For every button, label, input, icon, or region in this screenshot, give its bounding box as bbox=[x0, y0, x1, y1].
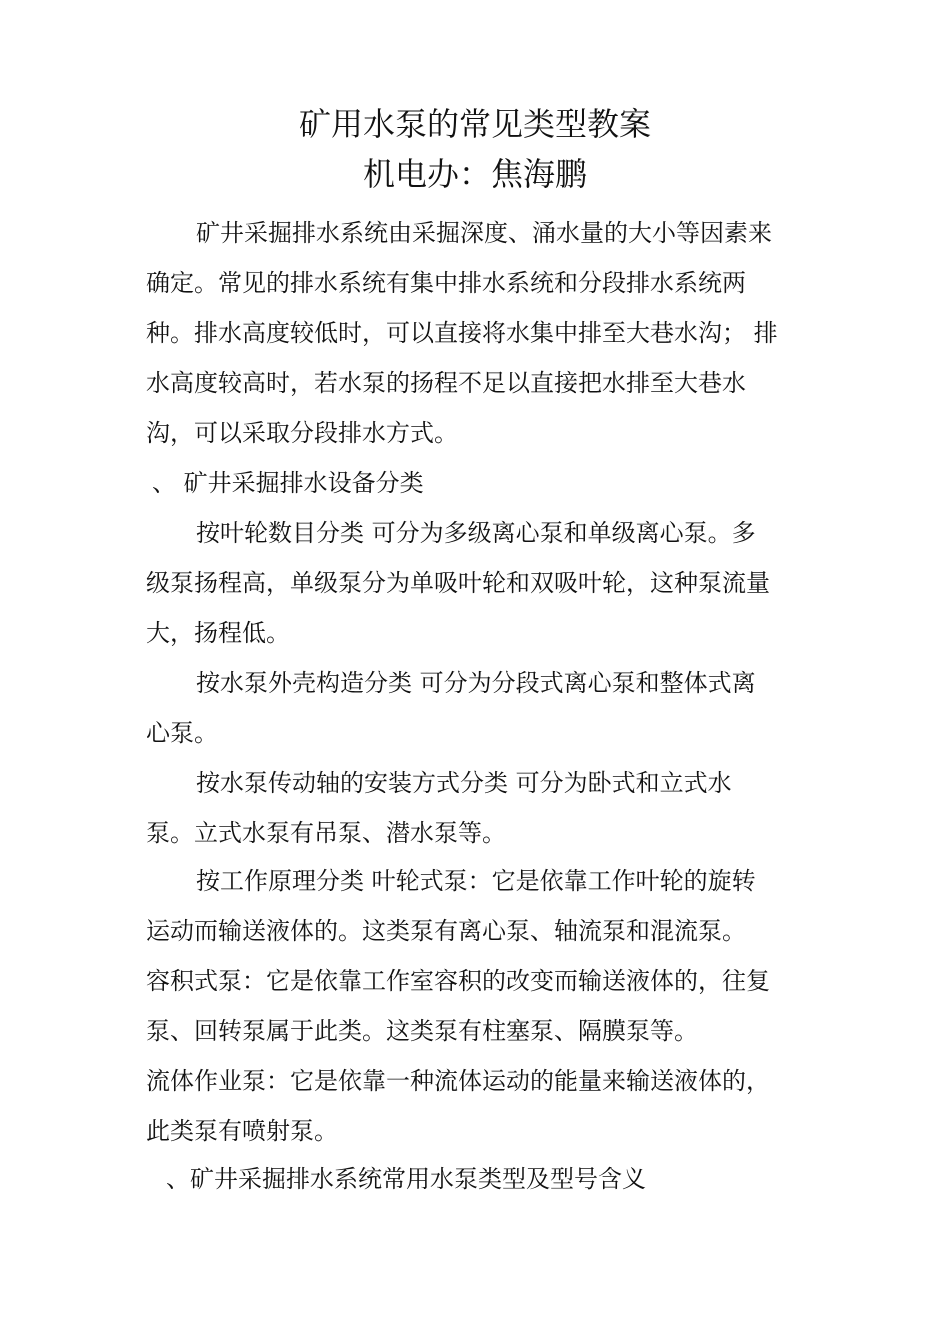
paragraph-line: 泵。立式水泵有吊泵、潜水泵等。 bbox=[146, 819, 506, 847]
impeller-count-paragraph bbox=[146, 508, 826, 658]
paragraph-line: 矿井采掘排水系统由采掘深度、涌水量的大小等因素来 bbox=[196, 219, 772, 247]
paragraph-line: 级泵扬程高，单级泵分为单吸叶轮和双吸叶轮，这种泵流量 bbox=[146, 569, 770, 597]
paragraph-line: 按水泵传动轴的安装方式分类 可分为卧式和立式水 bbox=[196, 769, 732, 797]
working-principle-paragraph bbox=[146, 856, 826, 1156]
paragraph-line: 心泵。 bbox=[146, 719, 218, 747]
paragraph-line: 按水泵外壳构造分类 可分为分段式离心泵和整体式离 bbox=[196, 669, 756, 697]
paragraph-line: 运动而输送液体的。这类泵有离心泵、轴流泵和混流泵。 bbox=[146, 917, 746, 945]
paragraph-line: 按工作原理分类 叶轮式泵：它是依靠工作叶轮的旋转 bbox=[196, 867, 756, 895]
paragraph-line: 水高度较高时，若水泵的扬程不足以直接把水排至大巷水 bbox=[146, 369, 746, 397]
section-heading-equipment-classification: 、 矿井采掘排水设备分类 bbox=[152, 469, 424, 497]
shaft-paragraph bbox=[146, 758, 826, 858]
paragraph-line: 此类泵有喷射泵。 bbox=[146, 1117, 338, 1145]
document-author: 机电办：焦海鹏 bbox=[362, 155, 587, 193]
paragraph-line: 容积式泵：它是依靠工作室容积的改变而输送液体的，往复 bbox=[146, 967, 770, 995]
paragraph-line: 流体作业泵：它是依靠一种流体运动的能量来输送液体的， bbox=[146, 1067, 770, 1095]
paragraph-line: 大，扬程低。 bbox=[146, 619, 290, 647]
document-title: 矿用水泵的常见类型教案 bbox=[298, 105, 651, 143]
paragraph-line: 泵、回转泵属于此类。这类泵有柱塞泵、隔膜泵等。 bbox=[146, 1017, 698, 1045]
section-heading-pump-types: 、矿井采掘排水系统常用水泵类型及型号含义 bbox=[166, 1165, 646, 1193]
intro-paragraph bbox=[146, 208, 826, 458]
casing-paragraph bbox=[146, 658, 826, 758]
paragraph-line: 确定。常见的排水系统有集中排水系统和分段排水系统两 bbox=[146, 269, 746, 297]
paragraph-line: 按叶轮数目分类 可分为多级离心泵和单级离心泵。多 bbox=[196, 519, 756, 547]
paragraph-line: 种。排水高度较低时，可以直接将水集中排至大巷水沟； 排 bbox=[146, 319, 778, 347]
paragraph-line: 沟，可以采取分段排水方式。 bbox=[146, 419, 458, 447]
